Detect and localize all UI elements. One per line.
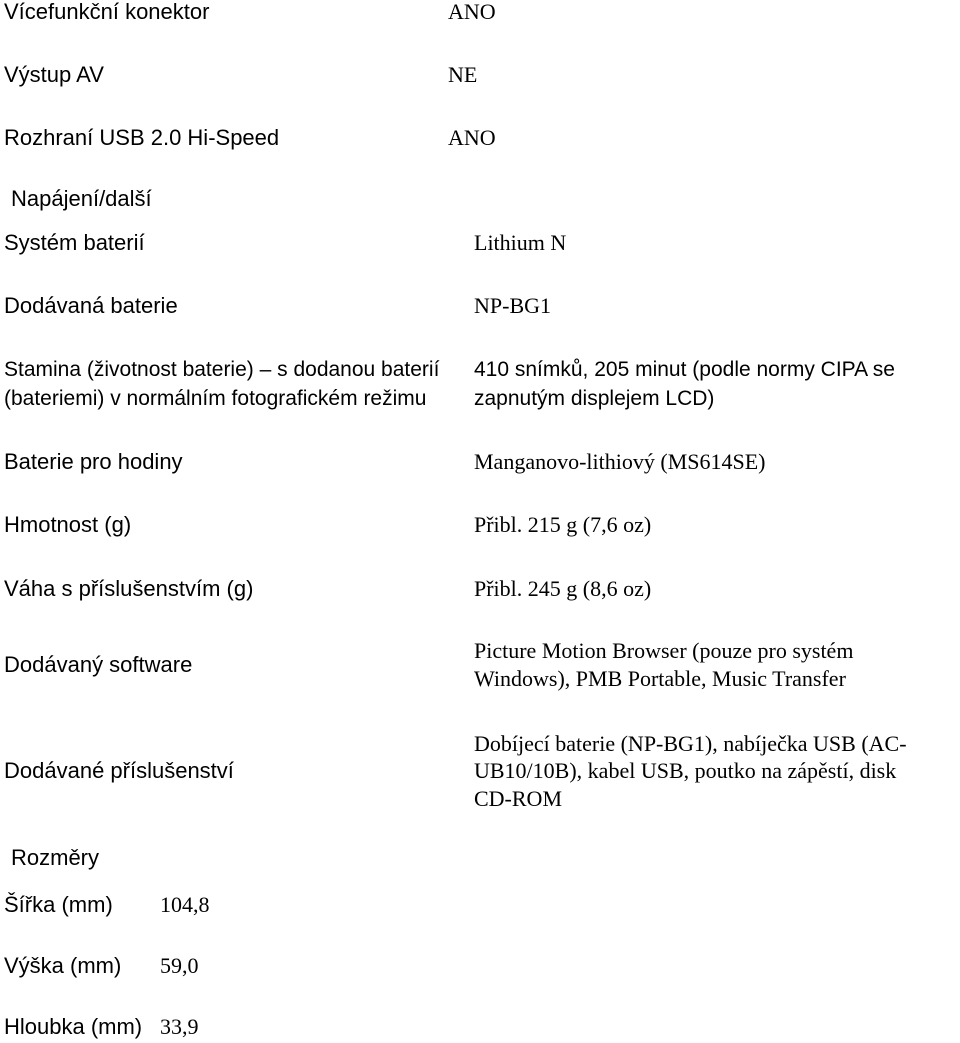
clock-battery-value: Manganovo-lithiový (MS614SE)	[474, 449, 766, 474]
weight-value: Přibl. 215 g (7,6 oz)	[474, 512, 652, 537]
stamina-label-line: (bateriemi) v normálním fotografickém režimu	[4, 387, 427, 410]
battery-supplied-value: NP-BG1	[474, 293, 552, 318]
connector-value: ANO	[448, 0, 496, 24]
clock-battery-label: Baterie pro hodiny	[4, 449, 183, 474]
accessories-value-line: Dobíjecí baterie (NP-BG1), nabíječka USB (AC-	[474, 731, 907, 756]
connector-label: Rozhraní USB 2.0 Hi-Speed	[4, 125, 280, 150]
software-value-line: Picture Motion Browser (pouze pro systém	[474, 638, 854, 663]
software-label: Dodávaný software	[4, 652, 193, 677]
dimension-label: Výška (mm)	[4, 953, 122, 978]
connector-label: Výstup AV	[4, 62, 104, 87]
battery-system-value: Lithium N	[474, 230, 567, 255]
battery-system-label: Systém baterií	[4, 230, 145, 255]
dimension-value: 104,8	[160, 892, 210, 917]
dimension-value: 59,0	[160, 953, 199, 978]
dimension-value: 33,9	[160, 1014, 199, 1039]
accessories-value-line: CD-ROM	[474, 786, 563, 811]
stamina-value-line: zapnutým displejem LCD)	[474, 387, 715, 410]
stamina-value-line: 410 snímků, 205 minut (podle normy CIPA se	[474, 358, 895, 381]
connector-value: ANO	[448, 125, 496, 150]
accessories-label: Dodávané příslušenství	[4, 758, 234, 783]
weight-accessories-label: Váha s příslušenstvím (g)	[4, 576, 254, 601]
accessories-value-line: UB10/10B), kabel USB, poutko na zápěstí, disk	[474, 758, 897, 783]
software-value-line: Windows), PMB Portable, Music Transfer	[474, 666, 846, 691]
connector-label: Vícefunkční konektor	[4, 0, 210, 24]
section-heading-dimensions: Rozměry	[11, 845, 100, 870]
stamina-label-line: Stamina (životnost baterie) – s dodanou baterií	[4, 358, 440, 381]
weight-accessories-value: Přibl. 245 g (8,6 oz)	[474, 576, 652, 601]
section-heading-power: Napájení/další	[11, 186, 152, 211]
dimension-label: Hloubka (mm)	[4, 1014, 143, 1039]
connector-value: NE	[448, 62, 478, 87]
dimension-label: Šířka (mm)	[4, 892, 113, 917]
battery-supplied-label: Dodávaná baterie	[4, 293, 178, 318]
weight-label: Hmotnost (g)	[4, 512, 132, 537]
